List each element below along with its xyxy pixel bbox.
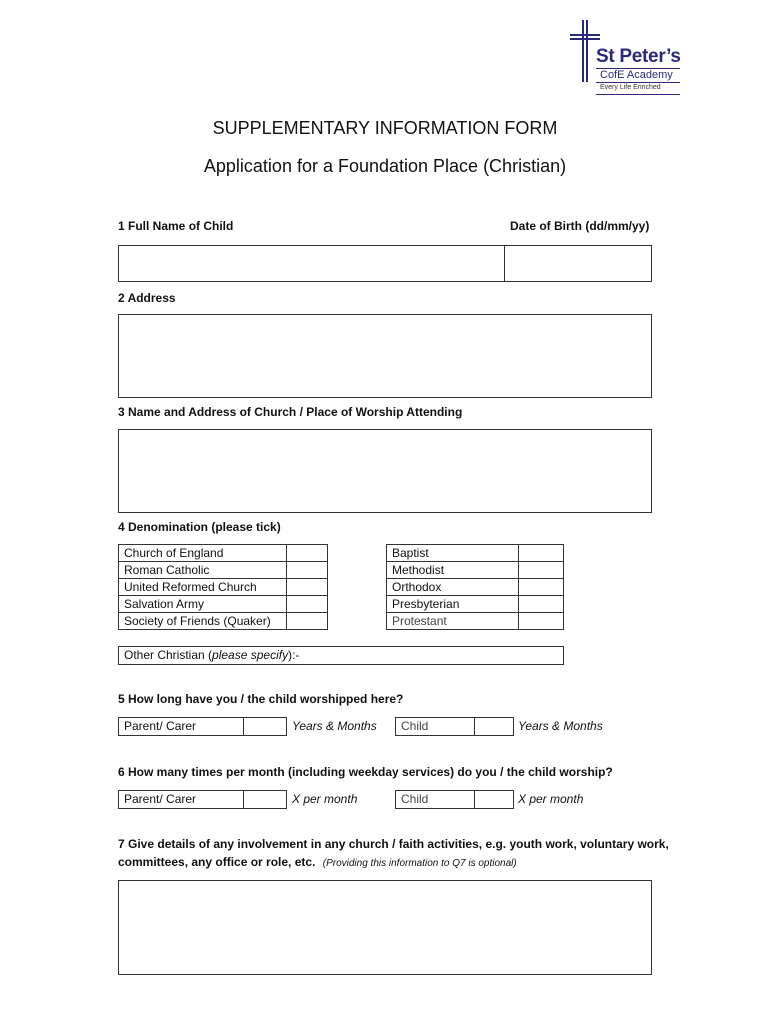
tick-roman-catholic[interactable] <box>287 562 328 579</box>
q6-parent-unit: X per month <box>292 792 358 806</box>
denomination-label: Society of Friends (Quaker) <box>119 613 287 630</box>
logo-tagline: Every Life Enriched <box>600 84 661 91</box>
other-christian-italic: please specify <box>212 648 289 662</box>
denomination-row <box>119 613 328 630</box>
q1-label: 1 Full Name of Child <box>118 219 234 233</box>
denomination-row <box>119 579 328 596</box>
q6-child-label-cell <box>395 790 475 809</box>
tick-orthodox[interactable] <box>519 579 564 596</box>
school-logo <box>566 20 686 98</box>
logo-divider-3 <box>596 94 680 95</box>
q4-label: 4 Denomination (please tick) <box>118 520 281 534</box>
church-field[interactable] <box>118 429 652 513</box>
q7-label-line2: committees, any office or role, etc. <box>118 855 316 869</box>
tick-salvation-army[interactable] <box>287 596 328 613</box>
logo-name: St Peter’s <box>596 46 681 67</box>
form-subtitle: Application for a Foundation Place (Christian) <box>203 156 567 176</box>
child-name-field[interactable] <box>118 245 506 282</box>
q5-parent-years-field[interactable] <box>243 717 287 736</box>
denomination-label: Protestant <box>387 613 519 630</box>
denomination-table-left <box>118 544 328 630</box>
q6-label: 6 How many times per month (including weekday services) do you / the child worship? <box>118 765 613 779</box>
address-field[interactable] <box>118 314 652 398</box>
denomination-row <box>119 562 328 579</box>
q6-parent-label-cell <box>118 790 244 809</box>
q3-label: 3 Name and Address of Church / Place of Worship Attending <box>118 405 463 419</box>
other-christian-prefix: Other Christian ( <box>124 648 213 662</box>
denomination-label: Orthodox <box>387 579 519 596</box>
logo-divider-2 <box>596 82 680 83</box>
denomination-row <box>387 545 564 562</box>
denomination-row <box>119 596 328 613</box>
tick-united-reformed-church[interactable] <box>287 579 328 596</box>
denomination-row <box>387 579 564 596</box>
dob-field[interactable] <box>504 245 652 282</box>
dob-label: Date of Birth (dd/mm/yy) <box>510 219 650 233</box>
denomination-label: Church of England <box>119 545 287 562</box>
denomination-row <box>387 596 564 613</box>
denomination-row <box>387 613 564 630</box>
denomination-row <box>119 545 328 562</box>
other-christian-field[interactable] <box>118 646 564 665</box>
denomination-label: United Reformed Church <box>119 579 287 596</box>
q6-child-times-field[interactable] <box>474 790 514 809</box>
q6-parent-times-field[interactable] <box>243 790 287 809</box>
tick-presbyterian[interactable] <box>519 596 564 613</box>
denomination-label: Methodist <box>387 562 519 579</box>
other-christian-suffix: ):- <box>288 648 300 662</box>
q5-child-unit: Years & Months <box>518 719 603 733</box>
tick-society-of-friends[interactable] <box>287 613 328 630</box>
q5-label: 5 How long have you / the child worshipped here? <box>118 692 404 706</box>
q5-parent-label-cell <box>118 717 244 736</box>
denomination-row <box>387 562 564 579</box>
form-title: SUPPLEMENTARY INFORMATION FORM <box>212 118 558 138</box>
q7-label-line1: 7 Give details of any involvement in any church / faith activities, e.g. youth work, voluntary work, <box>118 837 669 851</box>
q6-child-label: Child <box>401 792 429 806</box>
q5-child-label-cell <box>395 717 475 736</box>
q7-label-line2-wrap <box>118 855 517 869</box>
q5-parent-label: Parent/ Carer <box>124 719 197 733</box>
q7-optional-note: (Providing this information to Q7 is optional) <box>322 858 517 869</box>
tick-methodist[interactable] <box>519 562 564 579</box>
q5-parent-unit: Years & Months <box>292 719 377 733</box>
denomination-table-right <box>386 544 564 630</box>
denomination-label: Presbyterian <box>387 596 519 613</box>
denomination-label: Salvation Army <box>119 596 287 613</box>
involvement-field[interactable] <box>118 880 652 975</box>
denomination-label: Baptist <box>387 545 519 562</box>
q5-child-label: Child <box>401 719 429 733</box>
q6-parent-label: Parent/ Carer <box>124 792 197 806</box>
tick-protestant[interactable] <box>519 613 564 630</box>
tick-baptist[interactable] <box>519 545 564 562</box>
q2-label: 2 Address <box>118 291 176 305</box>
q5-child-years-field[interactable] <box>474 717 514 736</box>
logo-subtitle: CofE Academy <box>600 69 673 81</box>
tick-church-of-england[interactable] <box>287 545 328 562</box>
denomination-label: Roman Catholic <box>119 562 287 579</box>
q6-child-unit: X per month <box>518 792 584 806</box>
